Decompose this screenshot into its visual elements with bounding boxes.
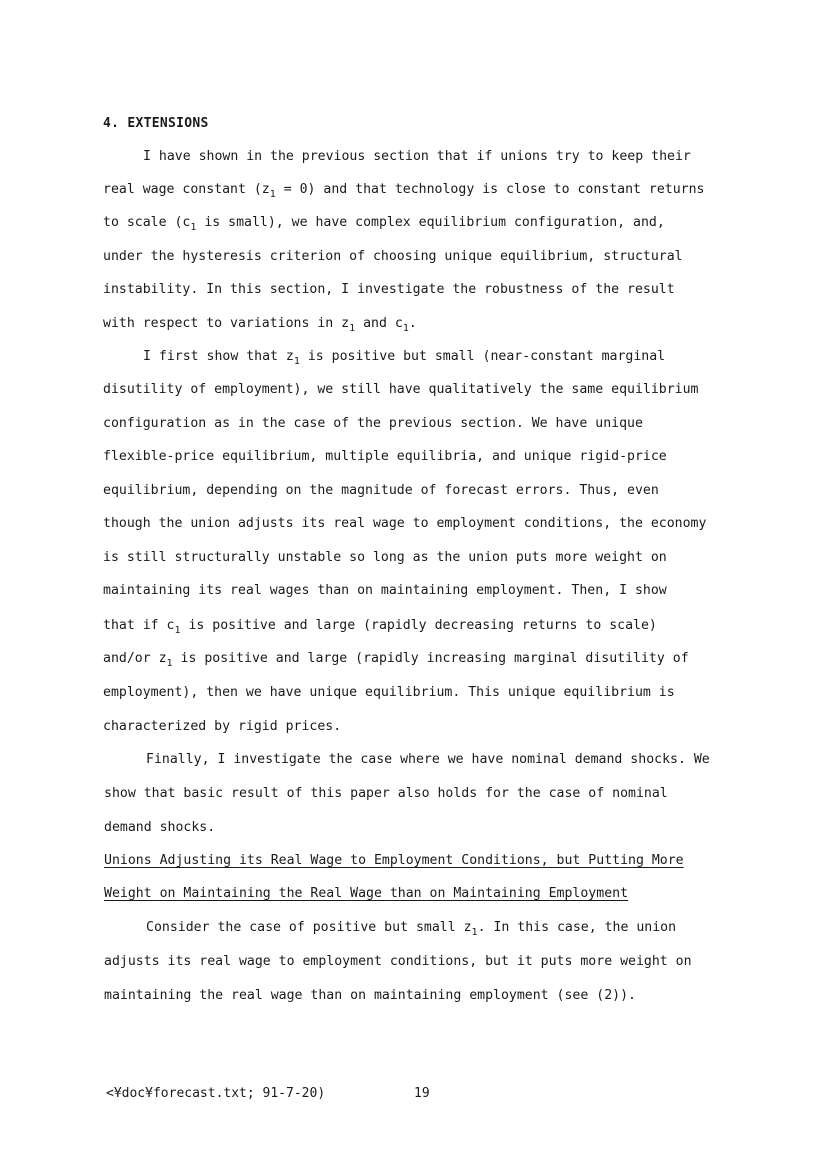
paragraph-line: configuration as in the case of the previous section. We have unique — [103, 416, 643, 431]
paragraph-line: show that basic result of this paper also holds for the case of nominal — [104, 786, 668, 801]
subscript: 1 — [190, 222, 197, 233]
paragraph-line: instability. In this section, I investigate the robustness of the result — [103, 282, 675, 297]
subscript: 1 — [166, 658, 173, 669]
paragraph-line: Finally, I investigate the case where we have nominal demand shocks. We — [146, 752, 710, 767]
paragraph-line: with respect to variations in $z_1$ and $c_1$. — [103, 316, 417, 334]
subscript: 1 — [269, 189, 276, 200]
subscript: 1 — [174, 625, 181, 636]
paragraph-line: real wage constant $(z_1 = 0)$ and that technology is close to constant returns — [103, 182, 705, 200]
paragraph-line: maintaining its real wages than on maintaining employment. Then, I show — [103, 583, 667, 598]
subscript: 1 — [293, 356, 300, 367]
paragraph-line: Consider the case of positive but small $z_1$. In this case, the union — [146, 920, 677, 938]
paragraph-line: I have shown in the previous section that if unions try to keep their — [143, 149, 691, 164]
footer-file-reference: <¥doc¥forecast.txt; 91-7-20) — [106, 1086, 326, 1101]
paragraph-line: employment), then we have unique equilibrium. This unique equilibrium is — [103, 685, 675, 700]
subscript: 1 — [471, 927, 478, 938]
subscript: 1 — [349, 323, 356, 334]
paragraph-line: adjusts its real wage to employment conditions, but it puts more weight on — [104, 954, 692, 969]
paragraph-line: that if $c_1$ is positive and large (rapidly decreasing returns to scale) — [103, 618, 657, 636]
paragraph-line: and/or $z_1$ is positive and large (rapidly increasing marginal disutility of — [103, 651, 689, 669]
paragraph-line: under the hysteresis criterion of choosing unique equilibrium, structural — [103, 249, 683, 264]
paragraph-line: to scale ($c_1$ is small), we have complex equilibrium configuration, and, — [103, 215, 665, 233]
paragraph-line: though the union adjusts its real wage to employment conditions, the economy — [103, 516, 707, 531]
subscript: 1 — [402, 323, 409, 334]
paragraph-line: demand shocks. — [104, 820, 216, 835]
page-number: 19 — [414, 1086, 430, 1101]
paragraph-line: characterized by rigid prices. — [103, 719, 342, 734]
section-heading: 4. EXTENSIONS — [103, 116, 209, 131]
paragraph-line: disutility of employment), we still have qualitatively the same equilibrium — [103, 382, 699, 397]
paragraph-line: flexible-price equilibrium, multiple equilibria, and unique rigid-price — [103, 449, 667, 464]
subsection-heading: Weight on Maintaining the Real Wage than on Maintaining Employment — [104, 886, 629, 901]
paragraph-line: is still structurally unstable so long as the union puts more weight on — [103, 550, 667, 565]
paragraph-line: I first show that $z_1$ is positive but small (near-constant marginal — [143, 349, 666, 367]
paragraph-line: equilibrium, depending on the magnitude of forecast errors. Thus, even — [103, 483, 659, 498]
paragraph-line: maintaining the real wage than on maintaining employment (see (2)). — [104, 988, 636, 1003]
subsection-heading: Unions Adjusting its Real Wage to Employment Conditions, but Putting More — [104, 853, 684, 868]
